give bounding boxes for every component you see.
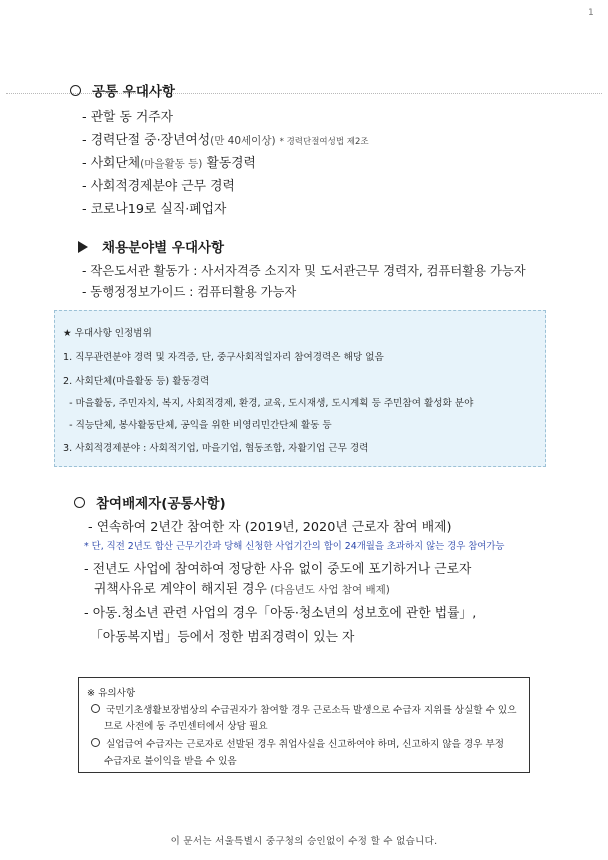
page-mark: 1 (588, 8, 594, 18)
common-preference-heading (70, 80, 175, 100)
list-item: - 동행정정보가이드 : 컴퓨터활용 가능자 (82, 285, 297, 299)
list-item: 귀책사유로 계약이 해지된 경우 (다음년도 사업 참여 배제) (94, 582, 390, 597)
exclusion-hint: * 단, 직전 2년도 합산 근무기간과 당해 신청한 사업기간의 합이 24개월을 초과하지 않는 경우 참여가능 (84, 541, 505, 552)
caution-line: 국민기초생활보장법상의 수급권자가 참여할 경우 근로소득 발생으로 수급자 지위를 상실할 수 있으 (91, 702, 516, 716)
list-item: - 사회단체(마을활동 등) 활동경력 (82, 156, 256, 171)
caution-title: ※ 유의사항 (87, 688, 136, 699)
recognition-line: - 마을활동, 주민자치, 복지, 사회적경제, 환경, 교육, 도시재생, 도시계획 등 주민참여 활성화 분야 (63, 398, 474, 409)
caution-line: 수급자로 불이익을 받을 수 있음 (104, 756, 237, 767)
triangle-bullet-icon (78, 241, 88, 253)
exclusion-heading-text: 참여배제자(공통사항) (96, 496, 226, 512)
field-preference-heading-text: 채용분야별 우대사항 (102, 240, 225, 256)
field-preference-heading (78, 236, 224, 256)
recognition-line: 2. 사회단체(마을활동 등) 활동경력 (63, 376, 210, 387)
preference-recognition-box (54, 310, 546, 467)
list-item: - 작은도서관 활동가 : 사서자격증 소지자 및 도서관근무 경력자, 컴퓨터활용 가능자 (82, 264, 526, 278)
caution-line: 므로 사전에 동 주민센터에서 상담 필요 (104, 721, 268, 732)
recognition-line: 3. 사회적경제분야 : 사회적기업, 마을기업, 협동조합, 자활기업 근무 경력 (63, 443, 369, 454)
list-item: - 경력단절 중·장년여성(만 40세이상) * 경력단절여성법 제2조 (82, 133, 369, 148)
circle-bullet-icon (74, 497, 85, 508)
caution-box (78, 677, 530, 773)
caution-line: 실업급여 수급자는 근로자로 선발된 경우 취업사실을 신고하여야 하며, 신고하지 않을 경우 부정 (91, 736, 504, 750)
circle-bullet-icon (91, 704, 100, 713)
circle-bullet-icon (91, 738, 100, 747)
recognition-line: - 직능단체, 봉사활동단체, 공익을 위한 비영리민간단체 활동 등 (63, 420, 332, 431)
list-item: - 연속하여 2년간 참여한 자 (2019년, 2020년 근로자 참여 배제) (88, 520, 452, 535)
exclusion-heading (74, 492, 226, 512)
common-preference-heading-text: 공통 우대사항 (92, 84, 175, 100)
recognition-line: 1. 직무관련분야 경력 및 자격증, 단, 중구사회적일자리 참여경력은 해당 없음 (63, 352, 384, 363)
list-item: - 코로나19로 실직·폐업자 (82, 202, 227, 217)
list-item: - 아동.청소년 관련 사업의 경우「아동·청소년의 성보호에 관한 법률」, (84, 606, 477, 621)
list-item: - 사회적경제분야 근무 경력 (82, 179, 235, 194)
list-item: 「아동복지법」등에서 정한 범죄경력이 있는 자 (90, 630, 355, 645)
recognition-title: ★ 우대사항 인정범위 (63, 328, 152, 339)
circle-bullet-icon (70, 85, 81, 96)
list-item: - 관할 동 거주자 (82, 110, 173, 125)
list-item: - 전년도 사업에 참여하여 정당한 사유 없이 중도에 포기하거나 근로자 (84, 562, 472, 577)
footer-notice: 이 문서는 서울특별시 중구청의 승인없이 수정 할 수 없습니다. (170, 836, 438, 847)
